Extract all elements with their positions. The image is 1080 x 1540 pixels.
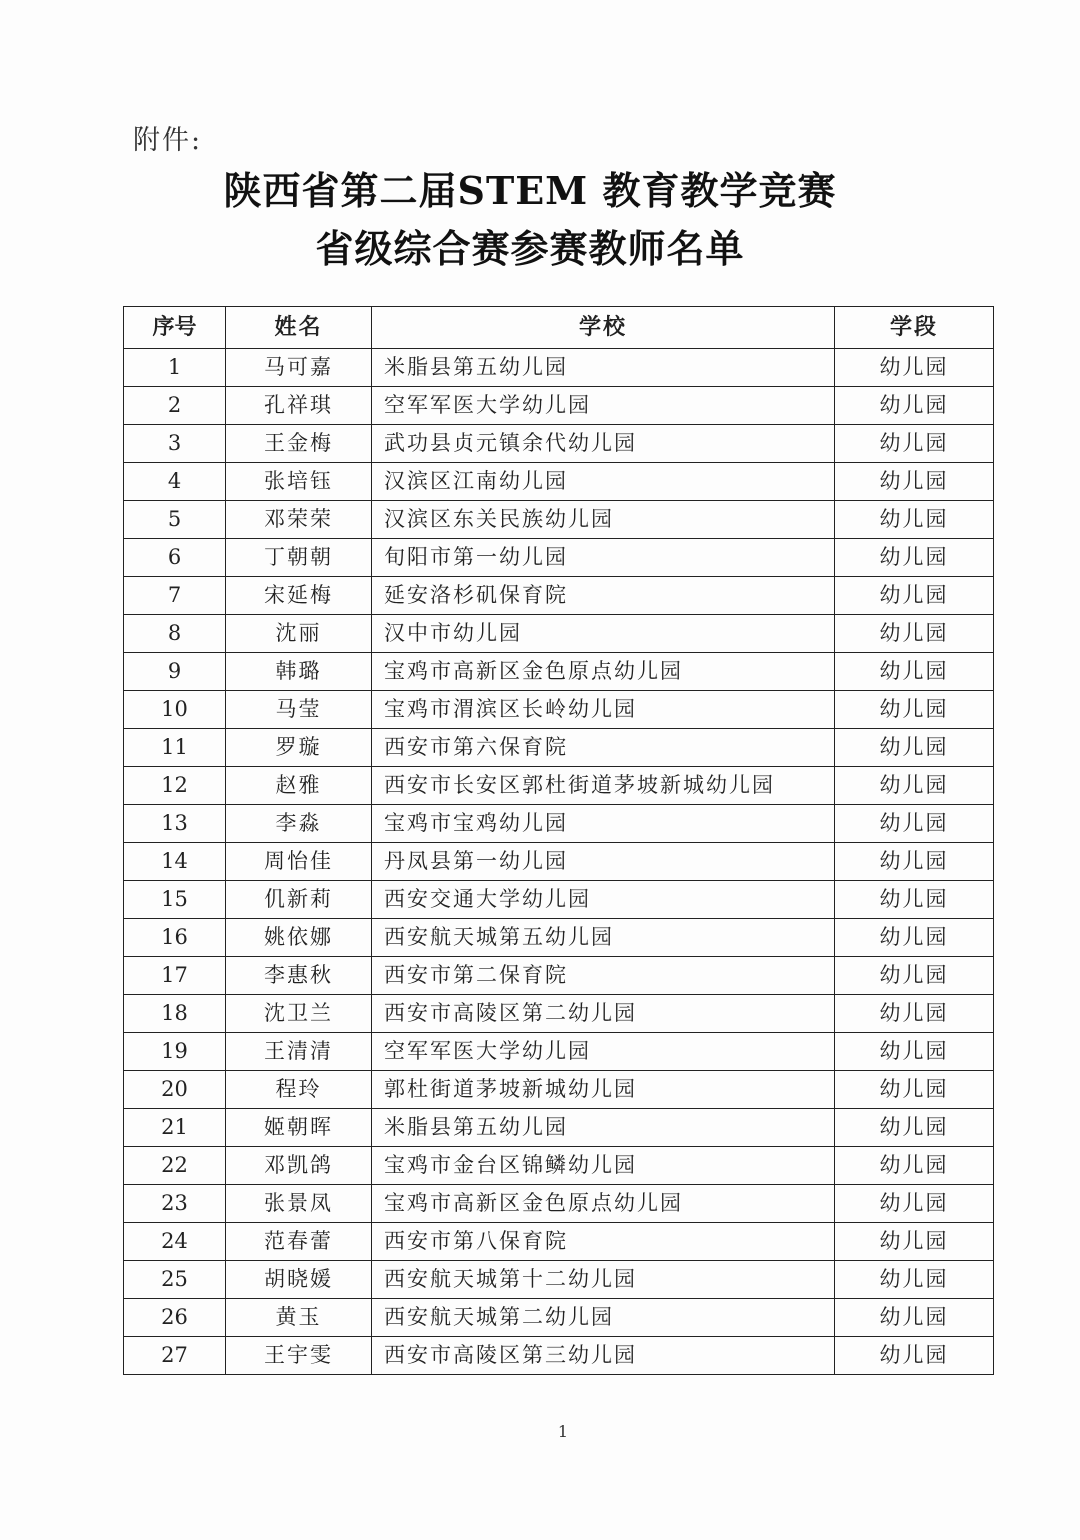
cell-teacher-name: 张景凤 — [226, 1185, 372, 1223]
cell-school: 西安市长安区郭杜街道茅坡新城幼儿园 — [372, 767, 835, 805]
table-row — [124, 1109, 994, 1147]
cell-index: 24 — [124, 1223, 226, 1261]
cell-school: 汉中市幼儿园 — [372, 615, 835, 653]
cell-level: 幼儿园 — [835, 501, 994, 539]
cell-school: 米脂县第五幼儿园 — [372, 349, 835, 387]
cell-teacher-name: 马可嘉 — [226, 349, 372, 387]
cell-teacher-name: 胡晓媛 — [226, 1261, 372, 1299]
cell-school: 西安航天城第五幼儿园 — [372, 919, 835, 957]
attachment-label: 附件: — [133, 125, 203, 156]
cell-school: 西安市第二保育院 — [372, 957, 835, 995]
cell-index: 27 — [124, 1337, 226, 1375]
table-row — [124, 1299, 994, 1337]
table-row — [124, 957, 994, 995]
cell-index: 1 — [124, 349, 226, 387]
table-row — [124, 1261, 994, 1299]
table-body — [124, 349, 994, 1375]
table-row — [124, 349, 994, 387]
cell-level: 幼儿园 — [835, 577, 994, 615]
table-row — [124, 767, 994, 805]
cell-index: 4 — [124, 463, 226, 501]
table-row — [124, 805, 994, 843]
cell-school: 西安市高陵区第二幼儿园 — [372, 995, 835, 1033]
cell-index: 9 — [124, 653, 226, 691]
table-row — [124, 919, 994, 957]
cell-school: 西安市第六保育院 — [372, 729, 835, 767]
cell-teacher-name: 范春蕾 — [226, 1223, 372, 1261]
cell-index: 20 — [124, 1071, 226, 1109]
cell-teacher-name: 邓凯鸽 — [226, 1147, 372, 1185]
cell-teacher-name: 罗璇 — [226, 729, 372, 767]
cell-teacher-name: 沈卫兰 — [226, 995, 372, 1033]
table-row — [124, 843, 994, 881]
cell-school: 宝鸡市高新区金色原点幼儿园 — [372, 1185, 835, 1223]
table-row — [124, 425, 994, 463]
document-title-line2: 省级综合赛参赛教师名单 — [315, 226, 745, 271]
cell-teacher-name: 周怡佳 — [226, 843, 372, 881]
table-row — [124, 539, 994, 577]
header-index: 序号 — [124, 307, 226, 349]
table-row — [124, 577, 994, 615]
cell-index: 23 — [124, 1185, 226, 1223]
cell-school: 丹凤县第一幼儿园 — [372, 843, 835, 881]
cell-level: 幼儿园 — [835, 1109, 994, 1147]
cell-level: 幼儿园 — [835, 349, 994, 387]
cell-school: 延安洛杉矶保育院 — [372, 577, 835, 615]
cell-level: 幼儿园 — [835, 387, 994, 425]
cell-school: 汉滨区江南幼儿园 — [372, 463, 835, 501]
cell-level: 幼儿园 — [835, 1071, 994, 1109]
cell-teacher-name: 马莹 — [226, 691, 372, 729]
cell-level: 幼儿园 — [835, 425, 994, 463]
cell-index: 2 — [124, 387, 226, 425]
table-row — [124, 1033, 994, 1071]
cell-teacher-name: 王宇雯 — [226, 1337, 372, 1375]
table-row — [124, 615, 994, 653]
cell-teacher-name: 张培钰 — [226, 463, 372, 501]
cell-index: 21 — [124, 1109, 226, 1147]
table-row — [124, 1071, 994, 1109]
cell-school: 西安航天城第二幼儿园 — [372, 1299, 835, 1337]
header-name: 姓名 — [226, 307, 372, 349]
table-row — [124, 1185, 994, 1223]
cell-index: 7 — [124, 577, 226, 615]
header-level: 学段 — [835, 307, 994, 349]
cell-teacher-name: 沈丽 — [226, 615, 372, 653]
cell-school: 武功县贞元镇余代幼儿园 — [372, 425, 835, 463]
cell-school: 西安航天城第十二幼儿园 — [372, 1261, 835, 1299]
table-row — [124, 881, 994, 919]
cell-school: 西安市第八保育院 — [372, 1223, 835, 1261]
cell-teacher-name: 孔祥琪 — [226, 387, 372, 425]
table-row — [124, 1147, 994, 1185]
cell-level: 幼儿园 — [835, 463, 994, 501]
header-school: 学校 — [372, 307, 835, 349]
teacher-roster-table — [123, 306, 994, 1375]
table-row — [124, 1223, 994, 1261]
cell-school: 宝鸡市高新区金色原点幼儿园 — [372, 653, 835, 691]
cell-index: 12 — [124, 767, 226, 805]
page-number: 1 — [557, 1422, 569, 1441]
table-row — [124, 1337, 994, 1375]
cell-index: 3 — [124, 425, 226, 463]
cell-teacher-name: 黄玉 — [226, 1299, 372, 1337]
cell-school: 宝鸡市宝鸡幼儿园 — [372, 805, 835, 843]
cell-level: 幼儿园 — [835, 1185, 994, 1223]
cell-level: 幼儿园 — [835, 805, 994, 843]
cell-teacher-name: 韩璐 — [226, 653, 372, 691]
cell-level: 幼儿园 — [835, 1033, 994, 1071]
cell-index: 17 — [124, 957, 226, 995]
cell-level: 幼儿园 — [835, 653, 994, 691]
cell-index: 25 — [124, 1261, 226, 1299]
cell-level: 幼儿园 — [835, 919, 994, 957]
cell-teacher-name: 王清清 — [226, 1033, 372, 1071]
cell-level: 幼儿园 — [835, 881, 994, 919]
table-row — [124, 387, 994, 425]
cell-level: 幼儿园 — [835, 615, 994, 653]
cell-teacher-name: 赵雅 — [226, 767, 372, 805]
cell-level: 幼儿园 — [835, 1337, 994, 1375]
cell-school: 西安市高陵区第三幼儿园 — [372, 1337, 835, 1375]
cell-teacher-name: 姬朝晖 — [226, 1109, 372, 1147]
table-row — [124, 653, 994, 691]
cell-index: 19 — [124, 1033, 226, 1071]
cell-index: 26 — [124, 1299, 226, 1337]
table-row — [124, 463, 994, 501]
cell-school: 空军军医大学幼儿园 — [372, 1033, 835, 1071]
cell-level: 幼儿园 — [835, 995, 994, 1033]
cell-level: 幼儿园 — [835, 1261, 994, 1299]
cell-index: 16 — [124, 919, 226, 957]
cell-index: 15 — [124, 881, 226, 919]
cell-level: 幼儿园 — [835, 1223, 994, 1261]
table-row — [124, 995, 994, 1033]
cell-level: 幼儿园 — [835, 1299, 994, 1337]
cell-school: 宝鸡市金台区锦鳞幼儿园 — [372, 1147, 835, 1185]
document-title-line1: 陕西省第二届STEM 教育教学竞赛 — [223, 168, 837, 213]
cell-level: 幼儿园 — [835, 957, 994, 995]
cell-level: 幼儿园 — [835, 1147, 994, 1185]
cell-school: 米脂县第五幼儿园 — [372, 1109, 835, 1147]
table-row — [124, 729, 994, 767]
cell-teacher-name: 程玲 — [226, 1071, 372, 1109]
cell-teacher-name: 丁朝朝 — [226, 539, 372, 577]
cell-index: 6 — [124, 539, 226, 577]
cell-teacher-name: 李淼 — [226, 805, 372, 843]
cell-school: 西安交通大学幼儿园 — [372, 881, 835, 919]
cell-school: 郭杜街道茅坡新城幼儿园 — [372, 1071, 835, 1109]
cell-school: 旬阳市第一幼儿园 — [372, 539, 835, 577]
cell-index: 5 — [124, 501, 226, 539]
cell-index: 10 — [124, 691, 226, 729]
cell-teacher-name: 姚依娜 — [226, 919, 372, 957]
cell-index: 11 — [124, 729, 226, 767]
cell-index: 22 — [124, 1147, 226, 1185]
cell-level: 幼儿园 — [835, 539, 994, 577]
cell-index: 8 — [124, 615, 226, 653]
cell-teacher-name: 王金梅 — [226, 425, 372, 463]
cell-school: 汉滨区东关民族幼儿园 — [372, 501, 835, 539]
table-header-row — [124, 307, 994, 349]
cell-level: 幼儿园 — [835, 691, 994, 729]
cell-teacher-name: 仉新莉 — [226, 881, 372, 919]
cell-index: 18 — [124, 995, 226, 1033]
cell-teacher-name: 邓荣荣 — [226, 501, 372, 539]
cell-teacher-name: 宋延梅 — [226, 577, 372, 615]
table-row — [124, 691, 994, 729]
table-row — [124, 501, 994, 539]
cell-level: 幼儿园 — [835, 843, 994, 881]
cell-level: 幼儿园 — [835, 767, 994, 805]
cell-teacher-name: 李惠秋 — [226, 957, 372, 995]
cell-index: 13 — [124, 805, 226, 843]
cell-school: 空军军医大学幼儿园 — [372, 387, 835, 425]
cell-school: 宝鸡市渭滨区长岭幼儿园 — [372, 691, 835, 729]
cell-level: 幼儿园 — [835, 729, 994, 767]
cell-index: 14 — [124, 843, 226, 881]
